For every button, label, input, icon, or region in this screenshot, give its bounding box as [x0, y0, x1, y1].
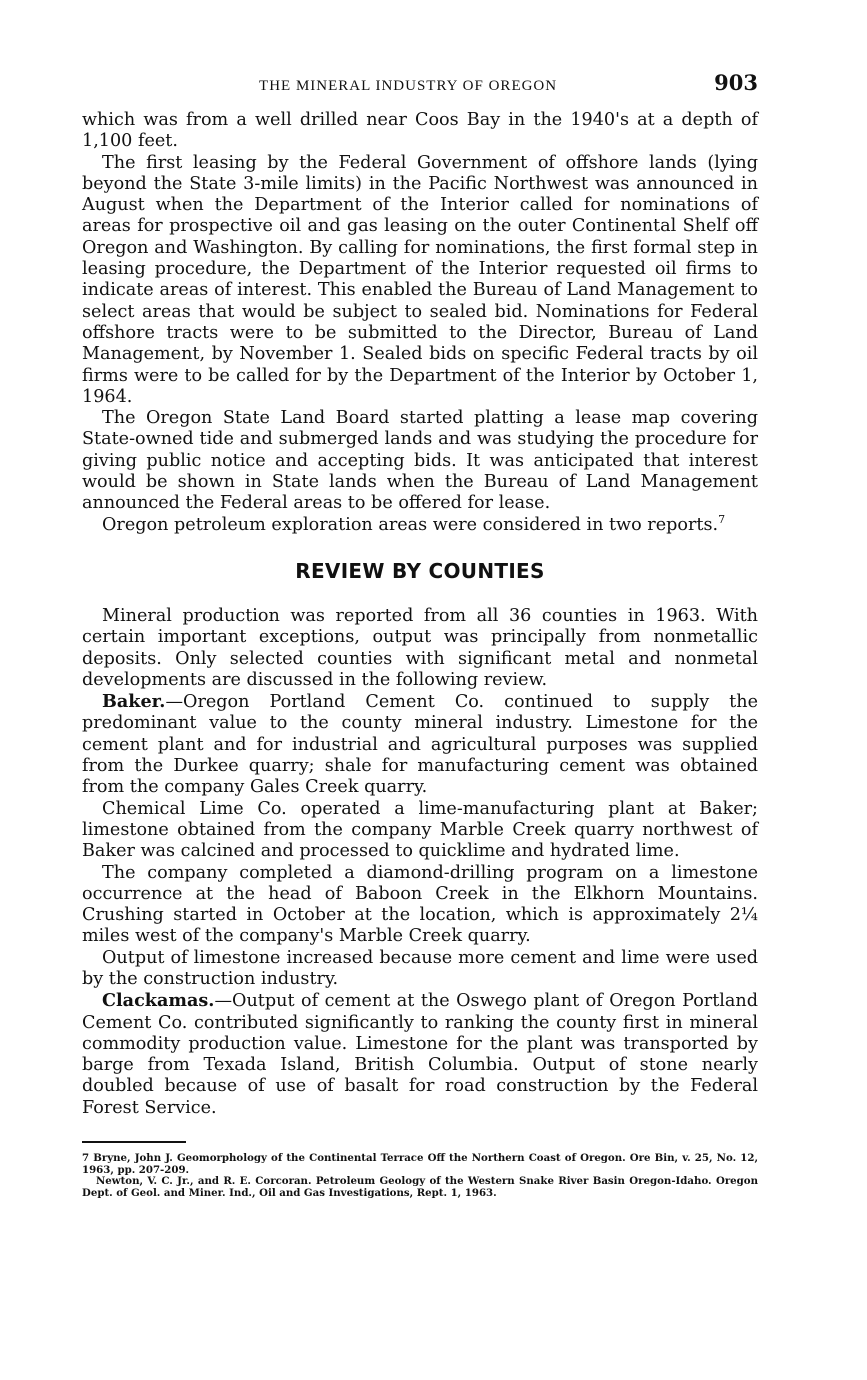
footnotes — [82, 1153, 758, 1199]
paragraph-chemical-lime: Chemical Lime Co. operated a lime-manufacturing plant at Baker; limestone obtained from the company Marble Creek quarry northwest of Baker was calcined and processed to quicklime and hydrated lime. — [82, 798, 758, 862]
exploration-reports-text: Oregon petroleum exploration areas were considered in two reports. — [102, 514, 719, 535]
baker-text: —Oregon Portland Cement Co. continued to supply the predominant value to the county mineral industry. Limestone for the cement plant and for industrial and agricultural purposes was supplied from the Durkee quarry; shale for manufacturing cement was obtained from the company Gales Creek quarry. — [82, 692, 758, 798]
paragraph-state-land-board: The Oregon State Land Board started platting a lease map covering State-owned tide and submerged lands and was studying the procedure for giving public notice and accepting bids. It was anticipated that interest would be shown in State lands when the Bureau of Land Management announced the Federal areas to be offered for lease. — [82, 408, 758, 514]
footnote-rule — [82, 1141, 186, 1143]
running-title: THE MINERAL INDUSTRY OF OREGON — [259, 78, 558, 94]
running-head — [82, 70, 758, 110]
paragraph-continuation: which was from a well drilled near Coos Bay in the 1940's at a depth of 1,100 feet. — [82, 110, 758, 152]
paragraph-exploration-reports — [82, 512, 758, 536]
footnote-reference: 7 — [718, 512, 726, 526]
page-number: 903 — [714, 70, 758, 95]
paragraph-baker — [82, 691, 758, 798]
paragraph-clackamas — [82, 990, 758, 1119]
paragraph-offshore-leasing: The first leasing by the Federal Government of offshore lands (lying beyond the State 3-mile limits) in the Pacific Northwest was announced in August when the Department of the Interior called for nominations of areas for prospective oil and gas leasing on the outer Continental Shelf off Oregon and Washington. By calling for nominations, the first formal step in leasing procedure, the Department of the Interior requested oil firms to indicate areas of interest. This enabled the Bureau of Land Management to select areas that would be subject to sealed bid. Nominations for Federal offshore tracts were to be submitted to the Director, Bureau of Land Management, by November 1. Sealed bids on specific Federal tracts by oil firms were to be called for by the Department of the Interior by October 1, 1964. — [82, 152, 758, 407]
document-page — [82, 70, 758, 1199]
paragraph-output-limestone: Output of limestone increased because more cement and lime were used by the construction industry. — [82, 947, 758, 989]
body-text — [82, 110, 758, 1119]
footnote-7: 7 Bryne, John J. Geomorphology of the Continental Terrace Off the Northern Coast of Oregon. Ore Bin, v. 25, No. 12, 1963, pp. 207-209. — [82, 1152, 758, 1176]
paragraph-diamond-drilling: The company completed a diamond-drilling program on a limestone occurrence at the head of Baboon Creek in the Elkhorn Mountains. Crushing started in October at the location, which is approximately 2¼ miles west of the company's Marble Creek quarry. — [82, 862, 758, 947]
paragraph-review-intro: Mineral production was reported from all 36 counties in 1963. With certain important exceptions, output was principally from nonmetallic deposits. Only selected counties with significant metal and nonmetal developments are discussed in the following review. — [82, 605, 758, 690]
footnote-7-continued: Newton, V. C. Jr., and R. E. Corcoran. Petroleum Geology of the Western Snake River Basin Oregon-Idaho. Oregon Dept. of Geol. and Miner. Ind., Oil and Gas Investigations, Rept. 1, 1963. — [82, 1175, 758, 1199]
clackamas-text: —Output of cement at the Oswego plant of Oregon Portland Cement Co. contributed significantly to ranking the county first in mineral commodity production value. Limestone for the plant was transported by barge from Texada Island, British Columbia. Output of stone nearly doubled because of use of basalt for road construction by the Federal Forest Service. — [82, 991, 758, 1118]
county-lead-baker: Baker. — [102, 691, 166, 713]
section-heading: REVIEW BY COUNTIES — [295, 558, 545, 583]
county-lead-clackamas: Clackamas. — [102, 990, 215, 1012]
